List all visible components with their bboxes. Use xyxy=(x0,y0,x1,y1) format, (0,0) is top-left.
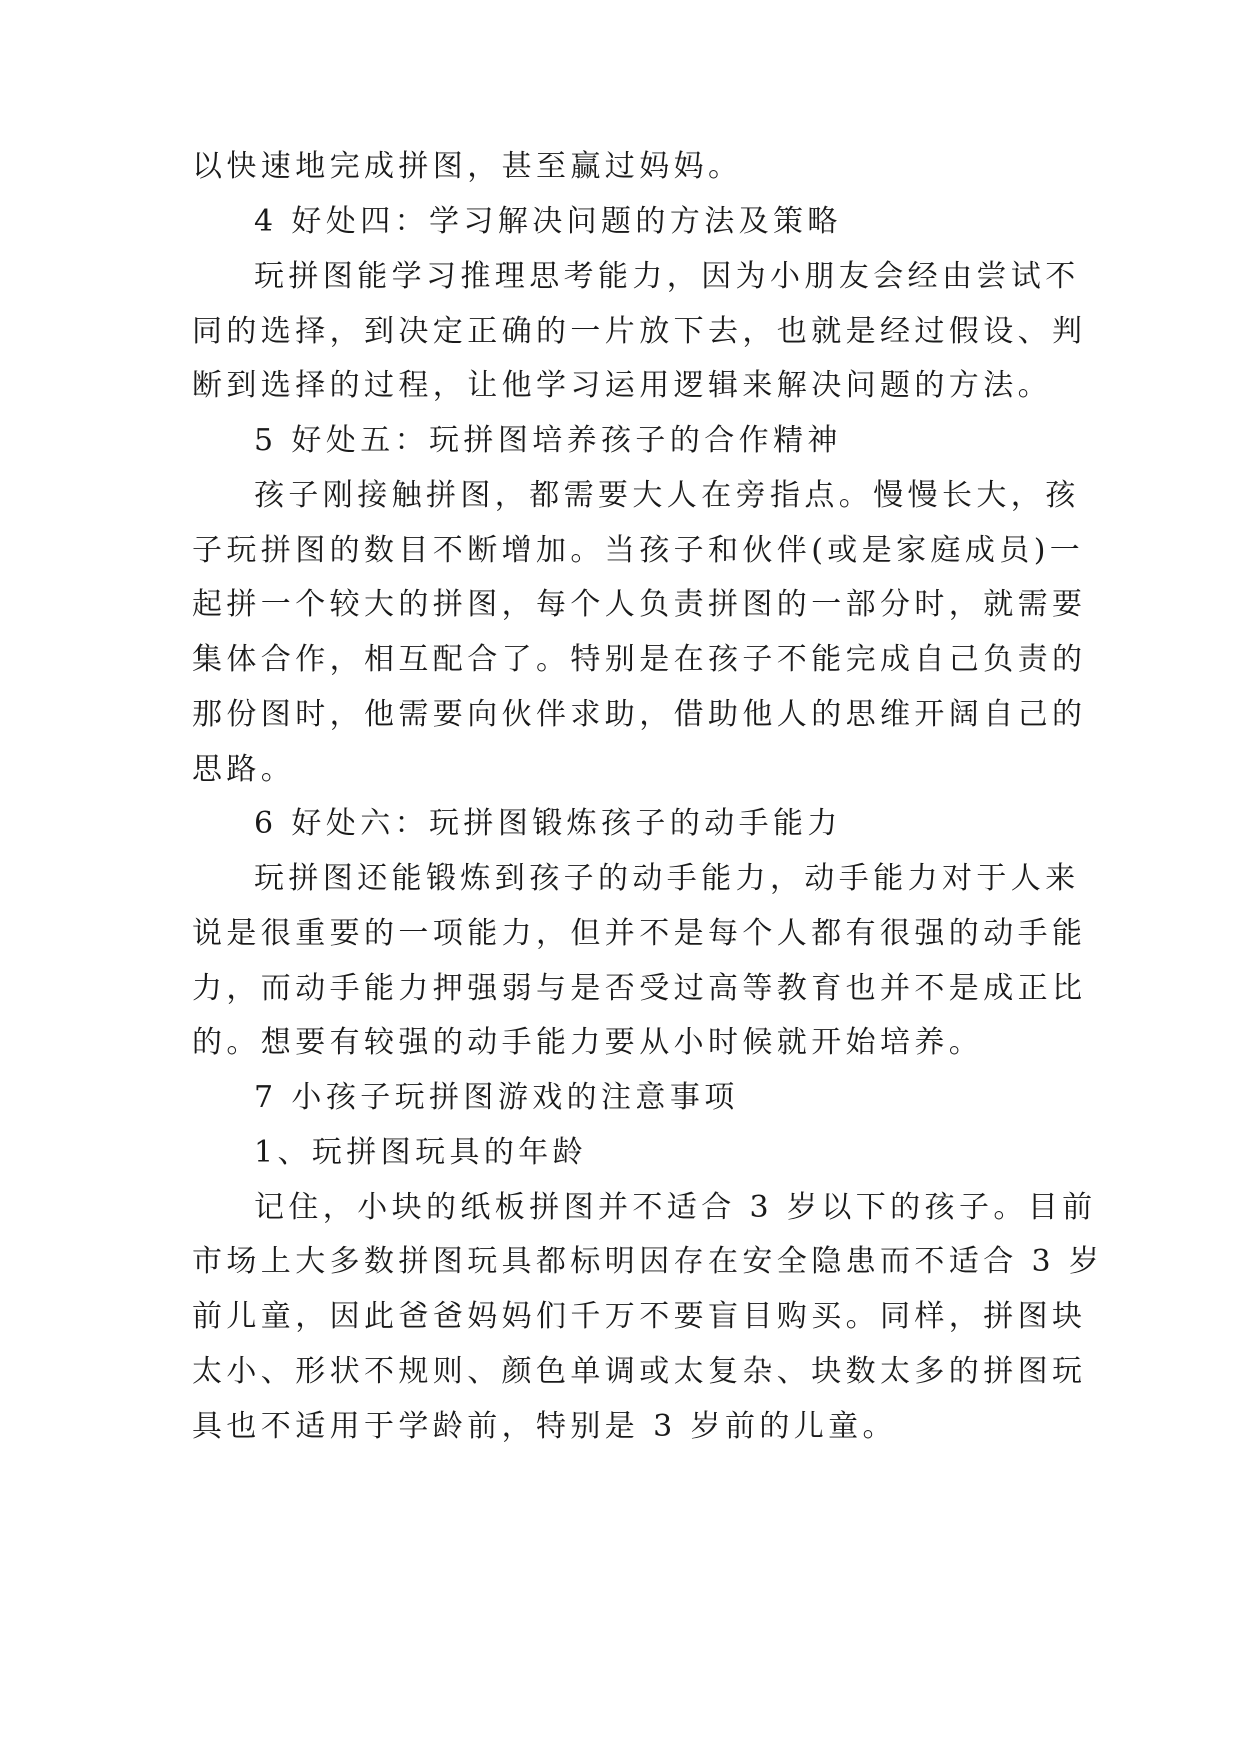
paragraph-line: 思路。 xyxy=(192,752,296,787)
paragraph-line: 太小、形状不规则、颜色单调或太复杂、块数太多的拼图玩 xyxy=(192,1354,1087,1389)
paragraph-line: 子玩拼图的数目不断增加。当孩子和伙伴(或是家庭成员)一 xyxy=(192,533,1085,568)
paragraph-line: 具也不适用于学龄前，特别是 3 岁前的儿童。 xyxy=(192,1409,897,1444)
paragraph-line: 力，而动手能力押强弱与是否受过高等教育也并不是成正比 xyxy=(192,971,1087,1006)
paragraph-line: 记住，小块的纸板拼图并不适合 3 岁以下的孩子。目前 xyxy=(254,1190,1097,1225)
paragraph-line: 说是很重要的一项能力，但并不是每个人都有很强的动手能 xyxy=(192,916,1087,951)
paragraph-line: 玩拼图还能锻炼到孩子的动手能力，动手能力对于人来 xyxy=(254,861,1080,896)
section-heading-7: 7 小孩子玩拼图游戏的注意事项 xyxy=(254,1080,739,1115)
paragraph-line: 玩拼图能学习推理思考能力，因为小朋友会经由尝试不 xyxy=(254,259,1080,294)
paragraph-line: 前儿童，因此爸爸妈妈们千万不要盲目购买。同样，拼图块 xyxy=(192,1299,1087,1334)
paragraph-line: 集体合作，相互配合了。特别是在孩子不能完成自己负责的 xyxy=(192,642,1087,677)
paragraph-line: 断到选择的过程，让他学习运用逻辑来解决问题的方法。 xyxy=(192,368,1052,403)
paragraph-line: 的。想要有较强的动手能力要从小时候就开始培养。 xyxy=(192,1025,984,1060)
paragraph-line: 以快速地完成拼图，甚至赢过妈妈。 xyxy=(192,149,743,184)
paragraph-line: 那份图时，他需要向伙伴求助，借助他人的思维开阔自己的 xyxy=(192,697,1087,732)
section-heading-5: 5 好处五：玩拼图培养孩子的合作精神 xyxy=(254,423,842,458)
paragraph-line: 孩子刚接触拼图，都需要大人在旁指点。慢慢长大，孩 xyxy=(254,478,1080,513)
paragraph-line: 市场上大多数拼图玩具都标明因存在安全隐患而不适合 3 岁 xyxy=(192,1244,1104,1279)
paragraph-line: 同的选择，到决定正确的一片放下去，也就是经过假设、判 xyxy=(192,314,1087,349)
section-heading-6: 6 好处六：玩拼图锻炼孩子的动手能力 xyxy=(254,806,842,841)
paragraph-line: 起拼一个较大的拼图，每个人负责拼图的一部分时，就需要 xyxy=(192,587,1087,622)
section-heading-4: 4 好处四：学习解决问题的方法及策略 xyxy=(254,204,842,239)
subheading-1: 1、玩拼图玩具的年龄 xyxy=(254,1135,588,1170)
